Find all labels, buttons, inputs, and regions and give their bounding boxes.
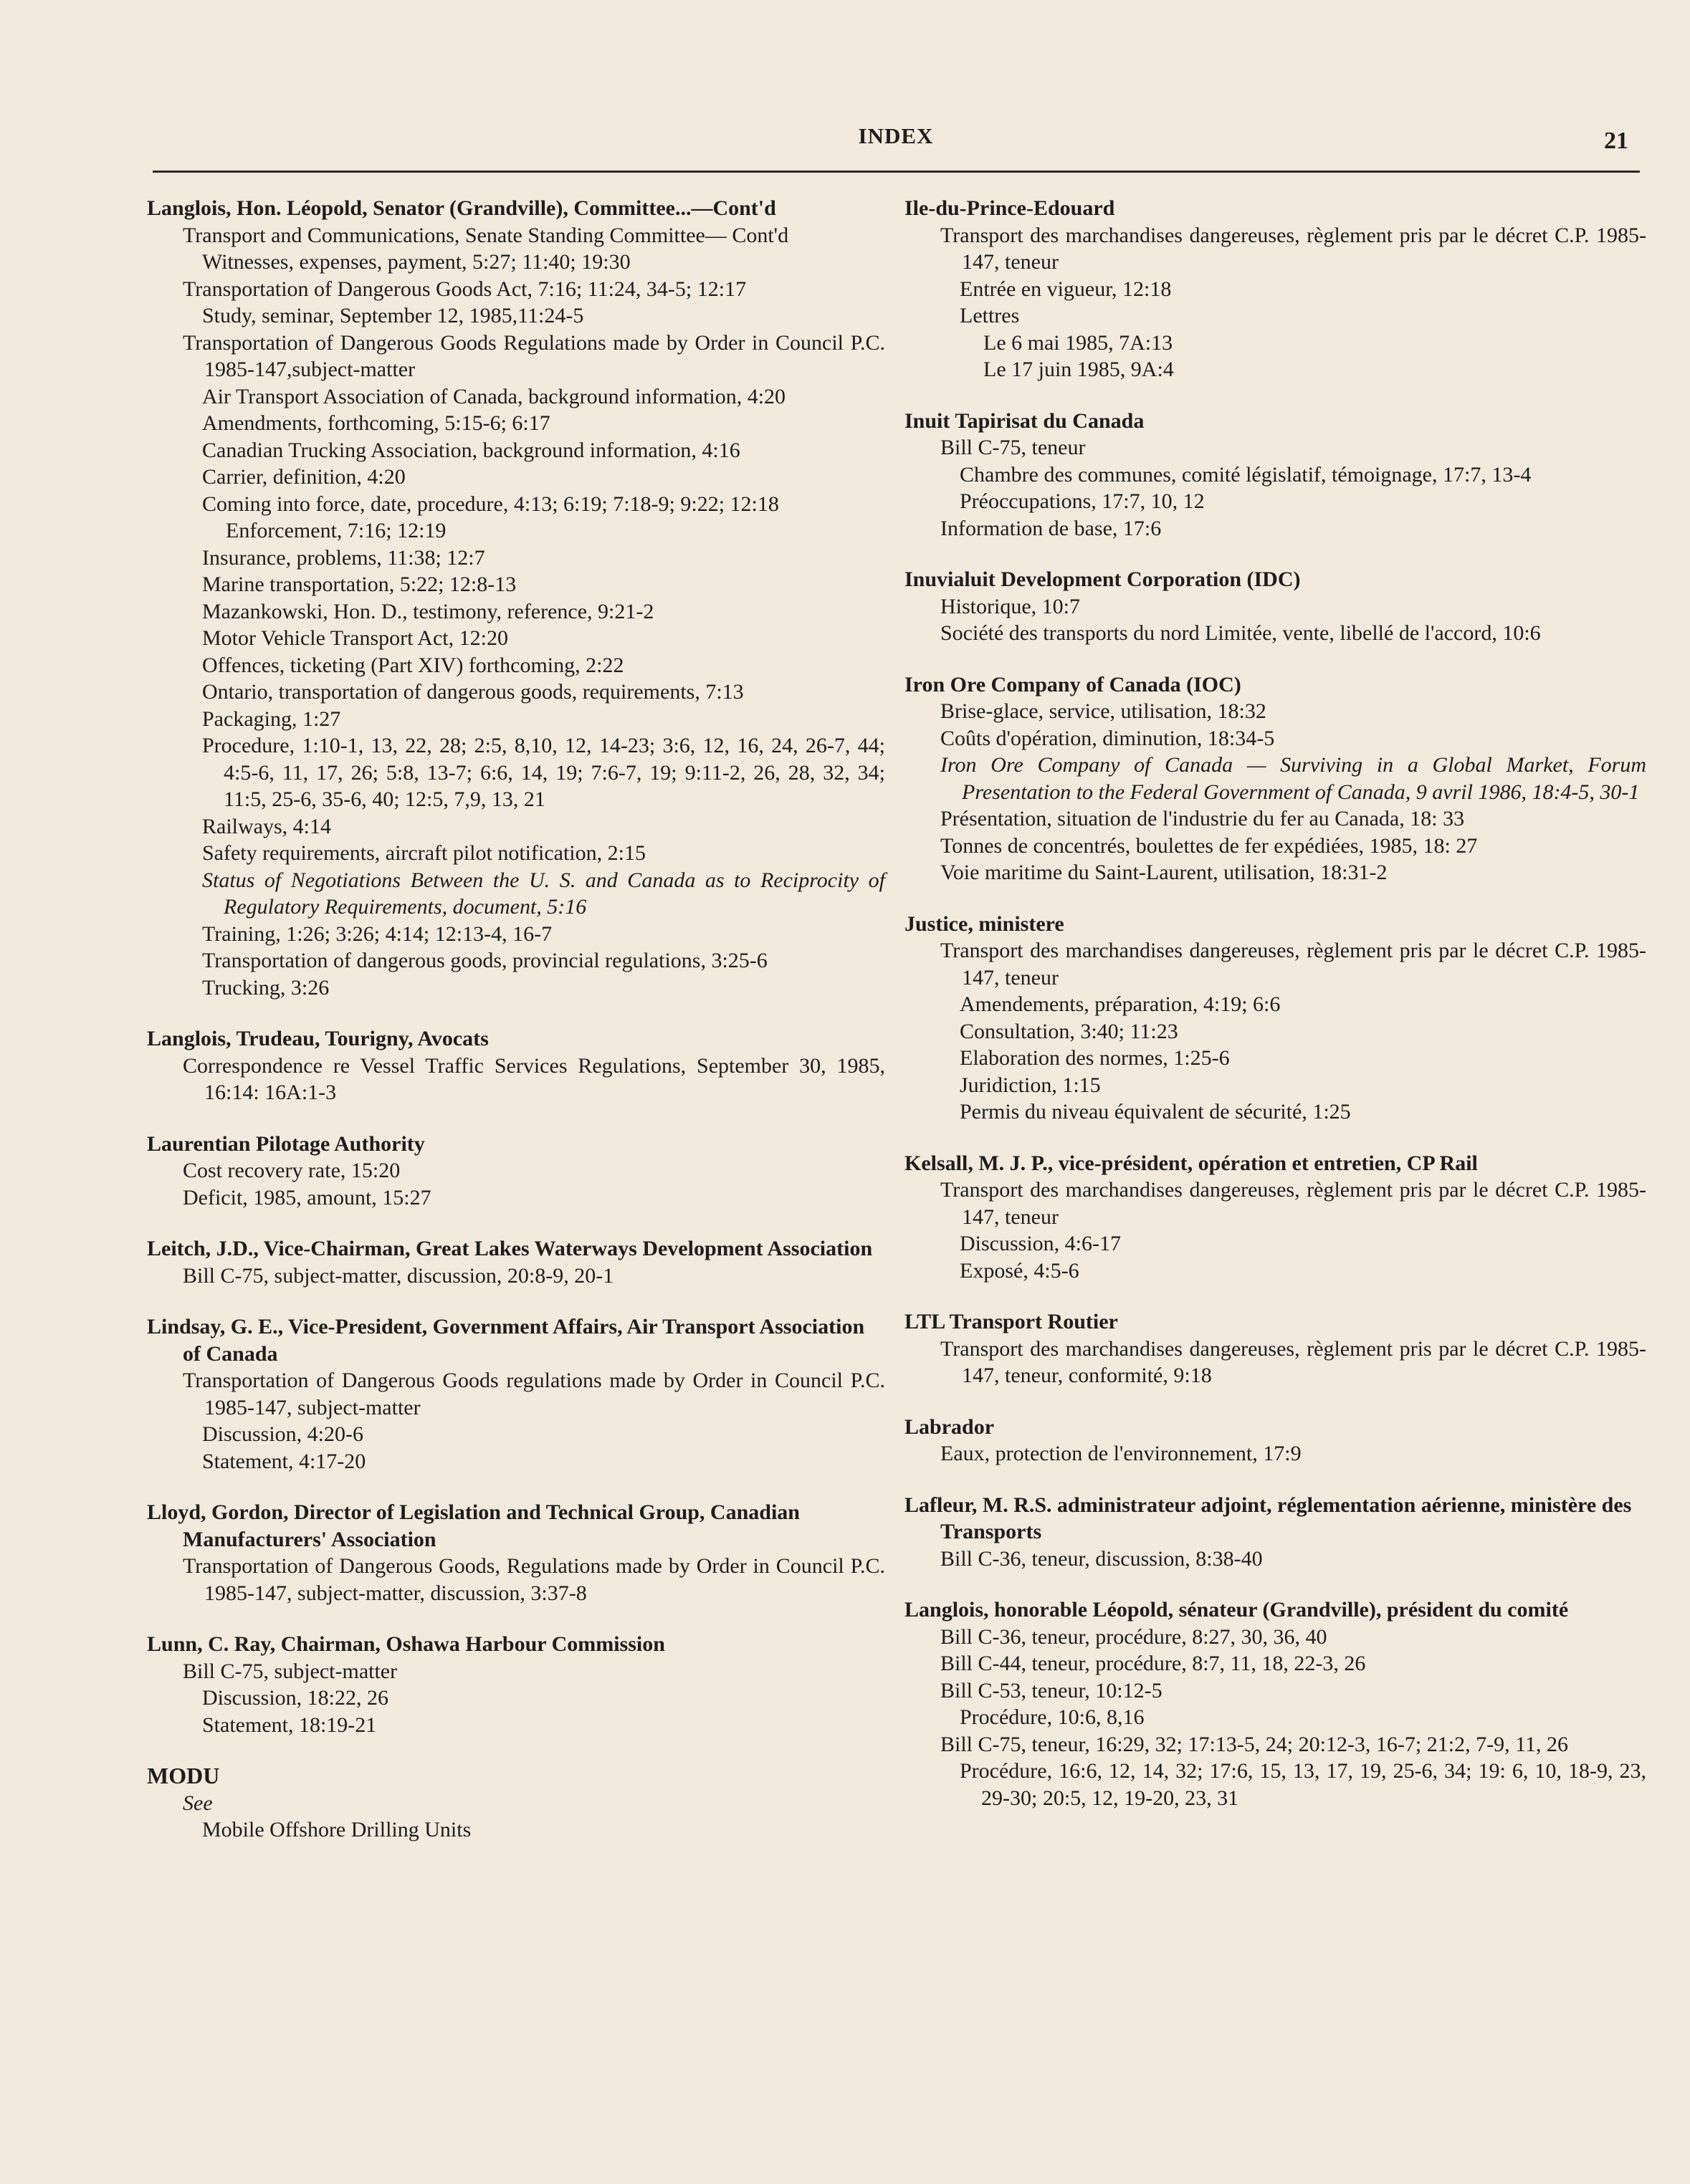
index-column-right [904, 195, 1646, 1836]
entry-line: See [183, 1791, 213, 1815]
entry-line: Mazankowski, Hon. D., testimony, reference, 9:21-2 [202, 599, 654, 623]
entry-line: Tonnes de concentrés, boulettes de fer expédiées, 1985, 18: 27 [940, 833, 1478, 858]
entry-line: Amendements, préparation, 4:19; 6:6 [960, 992, 1281, 1016]
entry-line: Voie maritime du Saint-Laurent, utilisation, 18:31-2 [940, 861, 1388, 884]
index-entry [147, 1631, 885, 1738]
entry-line: Historique, 10:7 [940, 594, 1080, 618]
entry-line: Eaux, protection de l'environnement, 17:9 [940, 1442, 1302, 1465]
entry-heading: Kelsall, M. J. P., vice-président, opération et entretien, CP Rail [904, 1151, 1478, 1175]
entry-heading: Inuit Tapirisat du Canada [904, 408, 1145, 433]
index-column-left [147, 195, 885, 1868]
index-entry [904, 1150, 1646, 1285]
entry-line: Permis du niveau équivalent de sécurité, 1:25 [960, 1100, 1351, 1124]
entry-heading: Laurentian Pilotage Authority [147, 1131, 425, 1156]
index-entry [147, 1235, 885, 1289]
entry-heading: Lloyd, Gordon, Director of Legislation and Technical Group, Canadian Manufacturers' Association [147, 1500, 800, 1551]
entry-line: Entrée en vigueur, 12:18 [960, 277, 1172, 301]
entry-heading: Leitch, J.D., Vice-Chairman, Great Lakes Waterways Development Association [147, 1237, 873, 1260]
entry-line: Training, 1:26; 3:26; 4:14; 12:13-4, 16-7 [202, 921, 553, 946]
entry-line: Iron Ore Company of Canada — Surviving in a Global Market, Forum Presentation to the Federal Government of Canada, 9 avril 1986, 18:4-5, 30-1 [940, 753, 1646, 804]
index-entry [147, 1499, 885, 1606]
entry-line: Cost recovery rate, 15:20 [183, 1159, 401, 1182]
entry-line: Transportation of Dangerous Goods regulations made by Order in Council P.C. 1985-147, subject-matter [183, 1369, 885, 1419]
entry-line: Bill C-36, teneur, discussion, 8:38-40 [940, 1546, 1263, 1571]
entry-line: Lettres [960, 304, 1020, 327]
page-title: INDEX [858, 123, 934, 148]
entry-line: Coûts d'opération, diminution, 18:34-5 [940, 726, 1275, 750]
entry-line: Le 6 mai 1985, 7A:13 [983, 330, 1173, 355]
entry-line: Transport des marchandises dangereuses, règlement pris par le décret C.P. 1985-147, teneur [940, 939, 1646, 990]
entry-line: Préoccupations, 17:7, 10, 12 [960, 489, 1205, 513]
index-entry [904, 671, 1646, 886]
entry-line: Offences, ticketing (Part XIV) forthcoming, 2:22 [202, 653, 624, 677]
entry-line: Information de base, 17:6 [940, 516, 1162, 540]
entry-line: Correspondence re Vessel Traffic Services Regulations, September 30, 1985, 16:14: 16A:1-3 [183, 1053, 885, 1104]
index-entry [904, 195, 1646, 383]
entry-line: Bill C-36, teneur, procédure, 8:27, 30, 36, 40 [940, 1624, 1327, 1649]
index-entry [904, 911, 1646, 1126]
entry-heading: Ile-du-Prince-Edouard [904, 196, 1115, 220]
entry-heading: MODU [147, 1763, 220, 1788]
index-entry [147, 1131, 885, 1212]
entry-line: Motor Vehicle Transport Act, 12:20 [202, 626, 508, 650]
index-entry [147, 1763, 885, 1844]
entry-line: Discussion, 4:20-6 [202, 1422, 363, 1446]
entry-line: Transportation of Dangerous Goods, Regulations made by Order in Council P.C. 1985-147, subject-matter, discussion, 3:37-8 [183, 1554, 885, 1605]
entry-line: Insurance, problems, 11:38; 12:7 [202, 545, 485, 570]
entry-heading: Langlois, honorable Léopold, sénateur (Grandville), président du comité [904, 1598, 1569, 1622]
entry-line: Study, seminar, September 12, 1985,11:24-5 [202, 304, 584, 327]
index-entry [904, 1596, 1646, 1811]
entry-line: Transport and Communications, Senate Standing Committee— Cont'd [183, 223, 789, 247]
entry-line: Transportation of Dangerous Goods Regulations made by Order in Council P.C. 1985-147,subject-matter [183, 330, 885, 381]
entry-line: Mobile Offshore Drilling Units [202, 1818, 472, 1841]
index-entry [147, 1313, 885, 1475]
entry-line: Exposé, 4:5-6 [960, 1258, 1079, 1283]
index-entry [904, 566, 1646, 647]
entry-line: Witnesses, expenses, payment, 5:27; 11:40; 19:30 [202, 250, 631, 274]
entry-line: Railways, 4:14 [202, 814, 331, 838]
entry-line: Brise-glace, service, utilisation, 18:32 [940, 699, 1266, 723]
entry-line: Présentation, situation de l'industrie du fer au Canada, 18: 33 [940, 807, 1465, 830]
entry-heading: Iron Ore Company of Canada (IOC) [904, 672, 1241, 696]
index-entry [904, 1492, 1646, 1573]
entry-line: Société des transports du nord Limitée, vente, libellé de l'accord, 10:6 [940, 621, 1541, 645]
entry-line: Statement, 18:19-21 [202, 1713, 377, 1737]
entry-line: Bill C-75, teneur [940, 436, 1086, 459]
entry-line: Transport des marchandises dangereuses, règlement pris par le décret C.P. 1985-147, teneur [940, 223, 1646, 274]
entry-line: Bill C-53, teneur, 10:12-5 [940, 1678, 1163, 1702]
page-number: 21 [1604, 128, 1628, 154]
entry-heading: Lafleur, M. R.S. administrateur adjoint, réglementation aérienne, ministère des Transports [904, 1493, 1632, 1543]
entry-line: Air Transport Association of Canada, background information, 4:20 [202, 384, 786, 408]
index-entry [904, 408, 1646, 542]
entry-line: Marine transportation, 5:22; 12:8-13 [202, 573, 517, 596]
entry-line: Canadian Trucking Association, background information, 4:16 [202, 438, 740, 462]
index-entry [904, 1308, 1646, 1389]
entry-line: Deficit, 1985, amount, 15:27 [183, 1185, 431, 1210]
entry-line: Transportation of dangerous goods, provincial regulations, 3:25-6 [202, 949, 768, 972]
entry-line: Consultation, 3:40; 11:23 [960, 1019, 1178, 1043]
entry-line: Safety requirements, aircraft pilot notification, 2:15 [202, 841, 646, 865]
entry-line: Transport des marchandises dangereuses, règlement pris par le décret C.P. 1985-147, teneur, conformité, 9:18 [940, 1336, 1646, 1387]
entry-heading: LTL Transport Routier [904, 1310, 1118, 1333]
entry-line: Coming into force, date, procedure, 4:13; 6:19; 7:18-9; 9:22; 12:18 [202, 492, 779, 516]
entry-line: Transport des marchandises dangereuses, règlement pris par le décret C.P. 1985-147, teneur [940, 1178, 1646, 1229]
entry-line: Chambre des communes, comité législatif, témoignage, 17:7, 13-4 [960, 462, 1532, 487]
index-entry [147, 195, 885, 1001]
entry-line: Bill C-75, subject-matter [183, 1659, 398, 1683]
entry-line: Procédure, 10:6, 8,16 [960, 1705, 1145, 1729]
entry-line: Trucking, 3:26 [202, 975, 330, 1000]
entry-heading: Langlois, Hon. Léopold, Senator (Grandville), Committee...—Cont'd [147, 196, 776, 220]
entry-line: Le 17 juin 1985, 9A:4 [983, 358, 1174, 381]
entry-heading: Justice, ministere [904, 911, 1064, 936]
entry-line: Amendments, forthcoming, 5:15-6; 6:17 [202, 411, 550, 435]
entry-line: Bill C-75, teneur, 16:29, 32; 17:13-5, 24; 20:12-3, 16-7; 21:2, 7-9, 11, 26 [940, 1732, 1568, 1756]
entry-line: Packaging, 1:27 [202, 707, 341, 731]
entry-line: Carrier, definition, 4:20 [202, 465, 406, 489]
entry-heading: Lunn, C. Ray, Chairman, Oshawa Harbour Commission [147, 1632, 665, 1656]
entry-heading: Inuvialuit Development Corporation (IDC) [904, 567, 1301, 591]
entry-line: Bill C-44, teneur, procédure, 8:7, 11, 18, 22-3, 26 [940, 1652, 1366, 1675]
entry-line: Ontario, transportation of dangerous goods, requirements, 7:13 [202, 680, 744, 704]
index-entry [904, 1414, 1646, 1467]
entry-line: Discussion, 4:6-17 [960, 1232, 1121, 1255]
entry-line: Bill C-75, subject-matter, discussion, 20:8-9, 20-1 [183, 1263, 614, 1288]
entry-line: Statement, 4:17-20 [202, 1449, 366, 1473]
entry-heading: Langlois, Trudeau, Tourigny, Avocats [147, 1027, 489, 1050]
entry-line: Status of Negotiations Between the U. S. and Canada as to Reciprocity of Regulatory Requirements, document, 5:16 [202, 868, 885, 919]
entry-heading: Lindsay, G. E., Vice-President, Government Affairs, Air Transport Association of Canada [147, 1315, 865, 1366]
header-rule [153, 171, 1640, 173]
entry-heading: Labrador [904, 1414, 995, 1439]
entry-line: Discussion, 18:22, 26 [202, 1686, 389, 1710]
entry-line: Juridiction, 1:15 [960, 1073, 1101, 1097]
entry-line: Procédure, 16:6, 12, 14, 32; 17:6, 15, 13, 17, 19, 25-6, 34; 19: 6, 10, 18-9, 23, 29-30; 20:5, 12, 19-20, 23, 31 [960, 1759, 1646, 1810]
entry-line: Transportation of Dangerous Goods Act, 7:16; 11:24, 34-5; 12:17 [183, 277, 747, 301]
entry-line: Elaboration des normes, 1:25-6 [960, 1046, 1230, 1070]
entry-line: Enforcement, 7:16; 12:19 [226, 519, 447, 542]
entry-line: Procedure, 1:10-1, 13, 22, 28; 2:5, 8,10, 12, 14-23; 3:6, 12, 16, 24, 26-7, 44; 4:5-6, 11, 17, 26; 5:8, 13-7; 6:6, 14, 19; 7:6-7, 19; 9:11-2, 26, 28, 32, 34; 11:5, 25-6, 35-6, 40; 12:5, 7,9, 13, 21 [202, 734, 885, 811]
index-entry [147, 1025, 885, 1106]
